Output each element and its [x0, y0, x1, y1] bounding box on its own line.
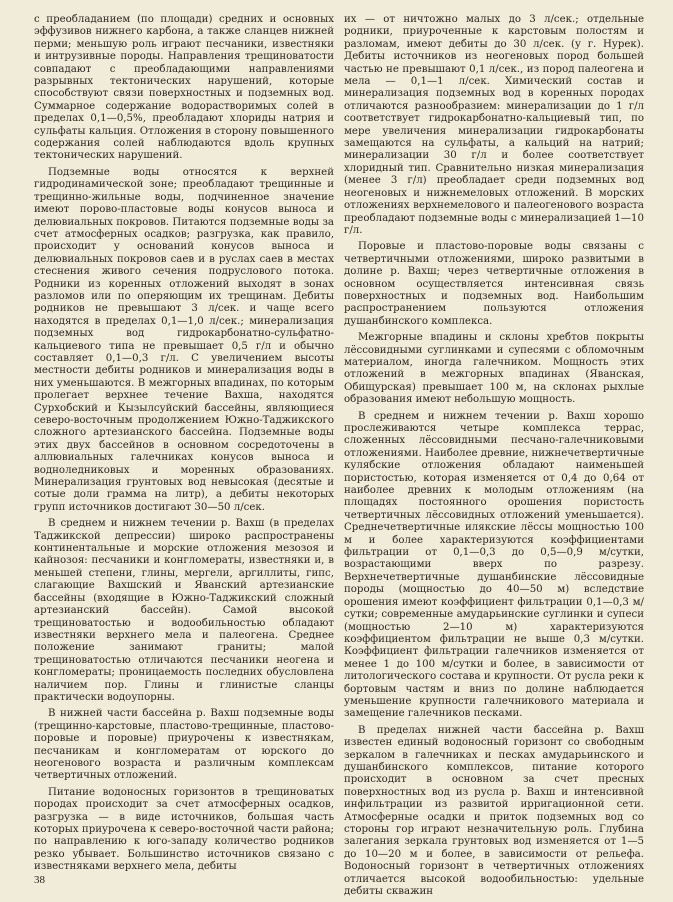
text-column-left: [34, 14, 334, 878]
paragraph: Подземные воды относятся к верхней гидродинамической зоне; преобладают трещинные и трещинно-жильные воды, подчиненное значение имеют порово-пластовые воды конусов выноса и делювиальных покровов. Питаются подземные воды за счет атмосферных осадков; разгрузка, как правило, происходит у оснований конусов выноса и делювиальных покровов саев и в руслах саев в местах стеснения живого сечения подруслового потока. Родники из коренных отложений выходят в зонах разломов или по оперяющим их трещинам. Дебиты родников не превышают 3 л/сек. и чаще всего находятся в пределах 0,1—1,0 л/сек.; минерализация подземных вод гидрокарбонатно-сульфатно-кальциевого типа не превышает 0,5 г/л и обычно составляет 0,1—0,3 г/л. С увеличением высоты местности дебиты родников и минерализация воды в них уменьшаются. В межгорных впадинах, по которым пролегает верхнее течение Вахша, находятся Сурхобский и Кызылсуйский бассейны, являющиеся северо-восточным продолжением Южно-Таджикского сложного артезианского бассейна. Подземные воды этих двух бассейнов в основном сосредоточены в аллювиальных галечниках конусов выноса и водноледниковых и моренных образованиях. Минерализация грунтовых вод невысокая (десятые и сотые доли грамма на литр), а дебиты некоторых групп источников достигают 30—50 л/сек.: [34, 166, 334, 513]
paragraph: Межгорные впадины и склоны хребтов покрыты лёссовидными суглинками и супесями с обломочным материалом, иногда галечником. Мощность этих отложений в межгорных впадинах (Яванская, Обищурская) превышает 100 м, на склонах рыхлые образования имеют небольшую мощность.: [344, 332, 644, 406]
paragraph: с преобладанием (по площади) средних и основных эффузивов нижнего карбона, а также сланцев нижней перми; меньшую роль играют песчаники, известняки и интрузивные породы. Направления трещиноватости совпадают с преобладающими направлениями разрывных тектонических нарушений, которые способствуют связи поверхностных и подземных вод. Суммарное содержание водорастворимых солей в пределах 0,1—0,5%, преобладают хлориды натрия и сульфаты кальция. Отложения в сторону повышенного содержания солей наблюдаются вдоль крупных тектонических нарушений.: [34, 14, 334, 162]
paragraph: В нижней части бассейна р. Вахш подземные воды (трещинно-карстовые, пластово-трещинные, пластово-поровые и поровые) приурочены к известнякам, песчаникам и конгломератам от юрского до неогенового возраста и различным комплексам четвертичных отложений.: [34, 708, 334, 782]
paragraph: В среднем и нижнем течении р. Вахш хорошо прослеживаются четыре комплекса террас, сложенных лёссовидными песчано-галечниковыми отложениями. Наиболее древние, нижнечетвертичные кулябские отложения обладают наименьшей пористостью, которая изменяется от 0,4 до 0,64 от наиболее древних к молодым отложениям (на площадях постоянного орошения пористость четвертичных лёссовидных отложений уменьшается). Среднечетвертичные илякские лёссы мощностью 100 м и более характеризуются коэффициентами фильтрации от 0,1—0,3 до 0,5—0,9 м/сутки, возрастающими вверх по разрезу. Верхнечетвертичные душанбинские лёссовидные породы (мощностью до 40—50 м) вследствие орошения имеют коэффициент фильтрации 0,1—0,3 м/сутки; современные амударьинские суглинки и супеси (мощностью 2—10 м) характеризуются коэффициентом фильтрации не выше 0,3 м/сутки. Коэффициент фильтрации галечников изменяется от менее 1 до 100 м/сутки и более, в зависимости от литологического состава и крупности. От русла реки к бортовым частям и вниз по долине наблюдается уменьшение крупности галечникового материала и замещение галечников песками.: [344, 410, 644, 720]
page-number: 38: [34, 874, 45, 886]
paragraph: В пределах нижней части бассейна р. Вахш известен единый водоносный горизонт со свободным зеркалом в галечниках и песках амударьинского и душанбинского комплексов, питание которого происходит в основном за счет пресных поверхностных вод из русла р. Вахш и интенсивной инфильтрации из развитой ирригационной сети. Атмосферные осадки и приток подземных вод со стороны гор играют незначительную роль. Глубина залегания зеркала грунтовых вод изменяется от 1—5 до 10—20 м и более, в зависимости от рельефа. Водоносный горизонт в четвертичных отложениях отличается высокой водообильностью: удельные дебиты скважин: [344, 724, 644, 898]
paragraph: Поровые и пластово-поровые воды связаны с четвертичными отложениями, широко развитыми в долине р. Вахш; через четвертичные отложения в основном осуществляется интенсивная связь поверхностных и подземных вод. Наибольшим распространением пользуются отложения душанбинского комплекса.: [344, 241, 644, 327]
paragraph: В среднем и нижнем течении р. Вахш (в пределах Таджикской депрессии) широко распространены континентальные и морские отложения мезозоя и кайнозоя: песчаники и конгломераты, известняки и, в меньшей степени, глины, мергели, аргиллиты, гипс, слагающие Вахшский и Яванский артезианские бассейны (входящие в Южно-Таджикский сложный артезианский бассейн). Самой высокой трещиноватостью и водообильностью обладают известняки верхнего мела и палеогена. Среднее положение занимают граниты; малой трещиноватостью отличаются песчаники неогена и конгломераты; проницаемость последних обусловлена наличием пор. Глины и глинистые сланцы практически водоупорны.: [34, 518, 334, 703]
paragraph: Питание водоносных горизонтов в трещиноватых породах происходит за счет атмосферных осадков, разгрузка — в виде источников, большая часть которых приурочена к северо-восточной части района; по направлению к юго-западу количество родников резко убывает. Большинство источников связано с известняками верхнего мела, дебиты: [34, 786, 334, 873]
paragraph: их — от ничтожно малых до 3 л/сек.; отдельные родники, приуроченные к карстовым полостям и разломам, имеют дебиты до 30 л/сек. (у г. Нурек). Дебиты источников из неогеновых пород большей частью не превышают 0,1 л/сек., из пород палеогена и мела — 0,1—1 л/сек. Химический состав и минерализация подземных вод в коренных породах отличаются разнообразием: минерализации до 1 г/л соответствует гидрокарбонатно-кальциевый тип, по мере увеличения минерализации гидрокарбонаты замещаются на сульфаты, а кальций на натрий; минерализации 30 г/л и более соответствует хлоридный тип. Сравнительно низкая минерализация (менее 3 г/л) преобладает среди подземных вод неогеновых и нижнемеловых отложений. В морских отложениях верхнемелового и палеогенового возраста преобладают подземные воды с минерализацией 1—10 г/л.: [344, 14, 644, 236]
text-column-right: [344, 14, 644, 902]
